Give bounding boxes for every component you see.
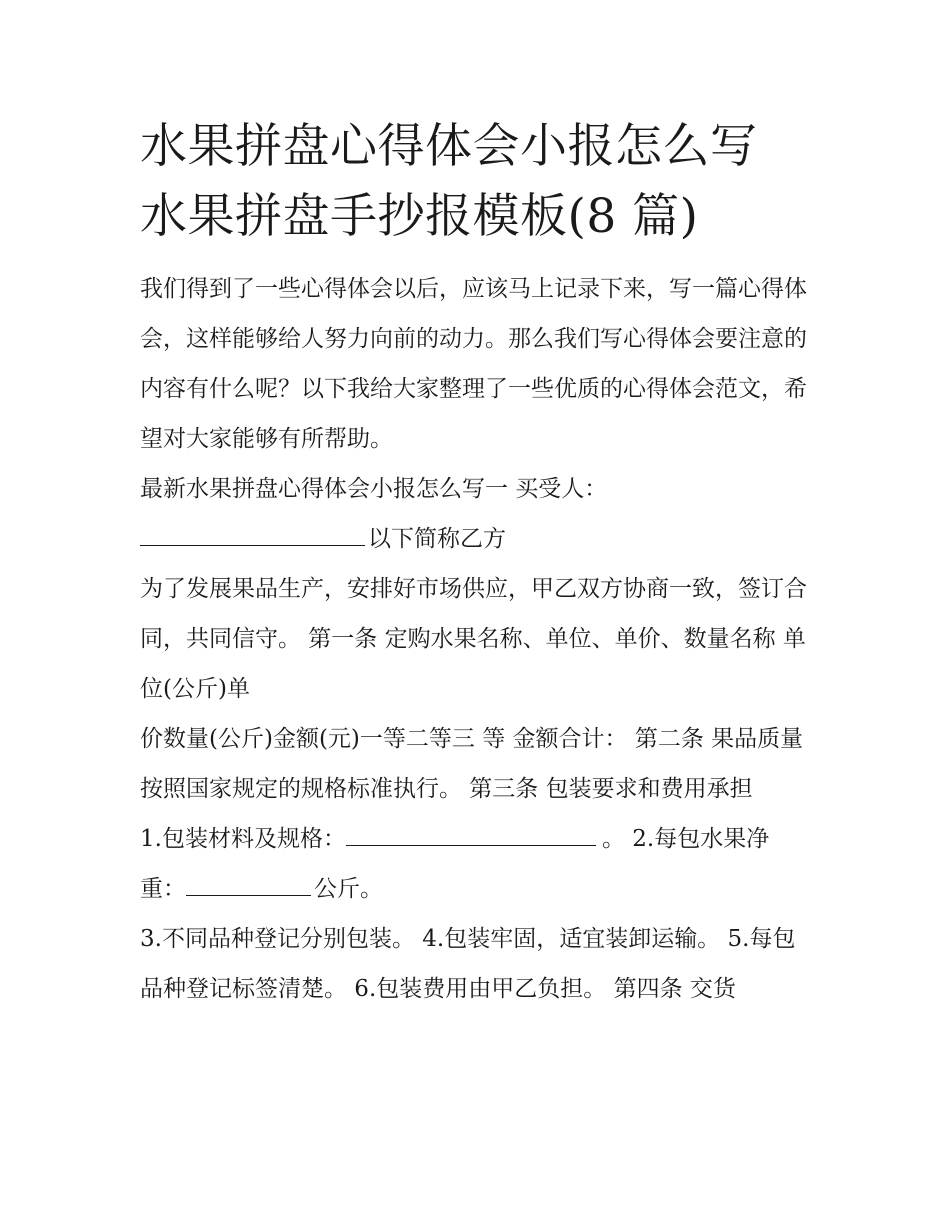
buyer-suffix: 以下简称乙方 [368,526,506,552]
title-line-2: 水果拼盘手抄报模板(8 篇) [140,189,699,244]
title-line-1: 水果拼盘心得体会小报怎么写 [140,119,758,174]
document-body [140,264,815,1014]
intro-paragraph: 我们得到了一些心得体会以后，应该马上记录下来，写一篇心得体会，这样能够给人努力向前的动力。那么我们写心得体会要注意的内容有什么呢？以下我给大家整理了一些优质的心得体会范文，希望对大家能够有所帮助。 [140,276,807,452]
purpose-paragraph: 为了发展果品生产，安排好市场供应，甲乙双方协商一致，签订合同，共同信守。 第一条 定购水果名称、单位、单价、数量名称 单位(公斤)单 [140,576,807,702]
packaging-spec-blank [346,821,596,846]
document-title [140,112,815,252]
net-weight-blank [186,871,311,896]
net-weight-unit: 公斤。 [314,876,383,902]
document-page [140,112,815,1014]
buyer-blank [140,521,365,546]
items-paragraph: 3.不同品种登记分别包装。 4.包装牢固，适宜装卸运输。 5.每包品种登记标签清楚。 6.包装费用由甲乙负担。 第四条 交货 [140,926,796,1002]
table-paragraph: 价数量(公斤)金额(元)一等二等三 等 金额合计： 第二条 果品质量 按照国家规定的规格标准执行。 第三条 包装要求和费用承担 [140,726,804,802]
section-heading: 最新水果拼盘心得体会小报怎么写一 买受人： [140,476,608,502]
packaging-item1-label: 1.包装材料及规格： [140,826,346,852]
packaging-item2-label: 。 2.每包水果净重： [140,826,770,902]
buyer-line [140,514,815,564]
packaging-paragraph [140,814,815,914]
